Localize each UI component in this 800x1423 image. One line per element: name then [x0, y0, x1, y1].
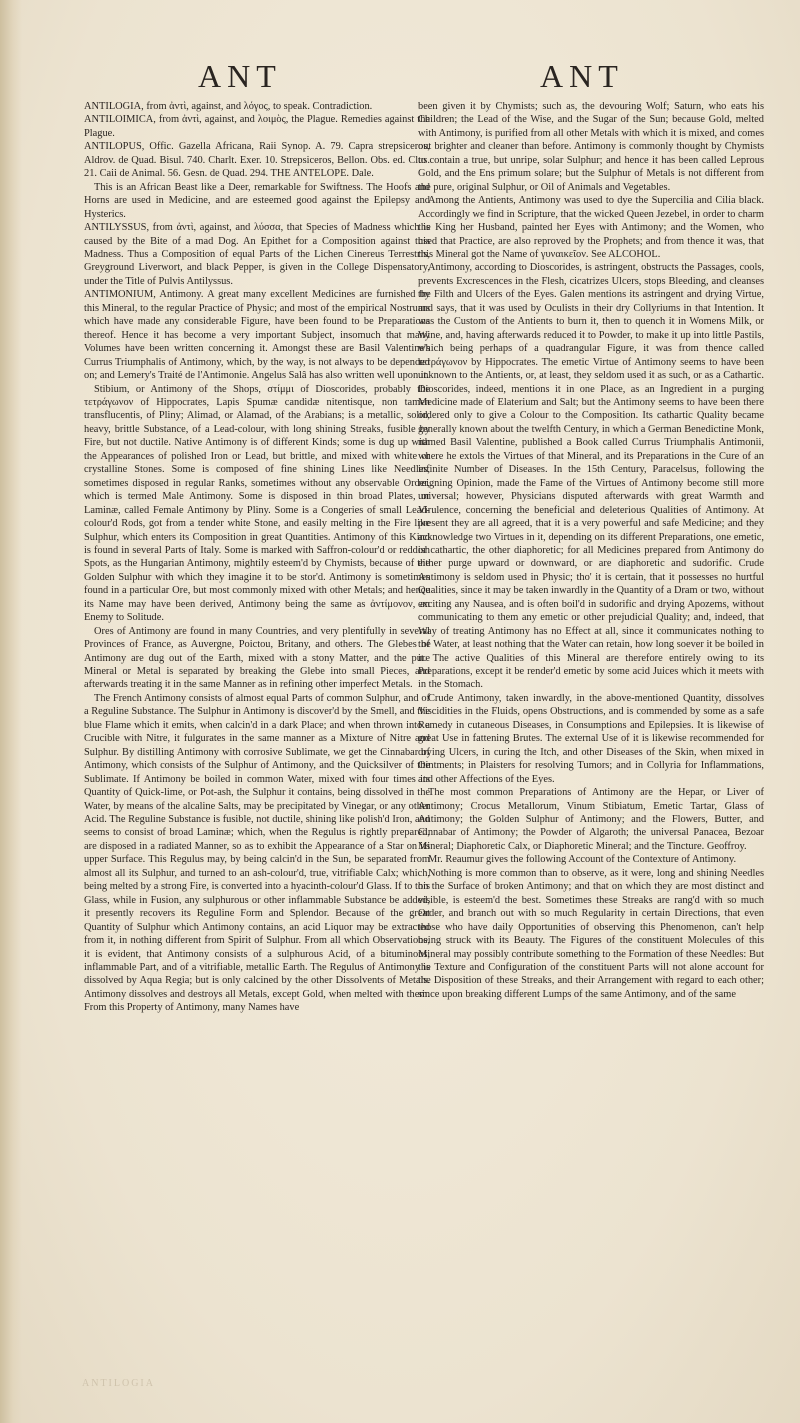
entry-antimonium: ANTIMONIUM, Antimony. A great many excellent Medicines are furnished by this Mineral, to the regular Practice of Physic; and most of the empirical Nostrums which have made any considerable Figure, have been found to be Preparations thereof. Hence it has become a very important Subject, insomuch that many Volumes have been written concerning it. Amongst these are Basil Valentine's Currus Triumphalis of Antimony, which, by the way, is not always to be depended on; and Lemery's Traité de l'Antimonie. Angelus Salâ has also written well upon it.	[84, 289, 430, 382]
paragraph: Stibium, or Antimony of the Shops, στίμμι of Dioscorides, probably the τετράγωνον of Hippocrates, Lapis Spumæ candidæ nitentisque, non tamen transflucentis, of Pliny; Alimad, or Alamad, of the Arabians; is a metallic, solid, heavy, brittle Substance, of a Lead-colour, with long shining Streaks, fusible by Fire, but not ductile. Native Antimony is of different Kinds; some is dug up with the Appearances of polished Iron or Lead, but brittle, and mixed with white or crystalline Stones. Some is composed of fine shining Lines like Needles, sometimes disposed in regular Ranks, sometimes without any observable Order, which is termed Male Antimony. Some is disposed in thin broad Plates, or Laminæ, called Female Antimony by Pliny. Some is a Congeries of small Lead-colour'd Rods, got from a tender white Stone, and easily melting in the Fire like Sulphur, which enters its Composition in great Quantities. Antimony of this Kind is found in several Parts of Italy. Some is marked with Saffron-colour'd or reddish Spots, as the Hungarian Antimony, mightily esteem'd by Chymists, because of the Golden Sulphur with which they imagine it to be stor'd. Antimony is sometimes found in a particular Ore, but most commonly mixed with other Metals; and hence its Name may have been derived, Antimony being the same as ἀντίμονον, an Enemy to Solitude.	[84, 383, 430, 624]
paragraph: Mr. Reaumur gives the following Account of the Contexture of Antimony.	[428, 854, 737, 866]
entry-antilopus: ANTILOPUS, Offic. Gazella Africana, Raii Synop. A. 79. Capra strepsiceros, Aldrov. de Quad. Bisul. 740. Charlt. Exer. 10. Strepsiceros, Bellon. Obs. ed. Clus. 21. Caii de Animal. 56. Gesn. de Quad. 294. THE ANTELOPE. Dale.	[84, 141, 430, 180]
paragraph: This is an African Beast like a Deer, remarkable for Swiftness. The Hoofs and Horns are used in Medicine, and are esteemed good against the Epilepsy and Hysterics.	[84, 181, 430, 220]
running-head-right: ANT	[540, 58, 624, 94]
paragraph: The French Antimony consists of almost equal Parts of common Sulphur, and of a Reguline Substance. The Sulphur in Antimony is discover'd by the Smell, and the blue Flame which it emits, when calcin'd in a dark Place; and when thrown into a Crucible with Nitre, it fulgurates in the same manner as a Mixture of Nitre and Sulphur. By distilling Antimony with corrosive Sublimate, we get the Cinnabar of Antimony, which consists of the Sulphur of Antimony, and the Quicksilver of the Sublimate. If Antimony be boiled in common Water, mixed with four times its Quantity of Quick-lime, or Pot-ash, the Sulphur it contains, being dissolved in the Water, by means of the alcaline Salts, may be precipitated by Vinegar, or any other Acid. The Reguline Substance is fusible, not ductile, shining like polish'd Iron, and seems to consist of broad Laminæ; which, when the Regulus is rightly prepared, are disposed in a radiated Manner, so as to exhibit the Appearance of a Star on its upper Surface. This Regulus may, by being calcin'd in the Sun, be separated from almost all its Sulphur, and turned to an ash-colour'd, true, vitrifiable Calx; which, being melted by a strong Fire, is converted into a hyacinth-colour'd Glass. If to this Glass, while in Fusion, any sulphurous or other inflammable Substance be added, it presently recovers its Reguline Form and Splendor. Because of the great Quantity of Sulphur which Antimony contains, an acid Liquor may be extracted from it, in nothing different from Spirit of Sulphur. From all which Observations, it is evident, that Antimony consists of a sulphurous Acid, of a bituminous, inflammable Part, and of a vitrifiable, metallic Earth. The Regulus of Antimony is dissolved by Aqua Regia; but is only calcined by the other Dissolvents of Metals. Antimony dissolves and destroys all Metals, except Gold, when melted with them. From this Property of Antimony, many Names have	[84, 692, 430, 1014]
paragraph: Antimony, according to Dioscorides, is astringent, obstructs the Passages, cools, prevents Excrescences in the Flesh, cicatrizes Ulcers, stops Bleeding, and cleanses the Filth and Ulcers of the Eyes. Galen mentions its astringent and drying Virtue, and says, that it was used by Oculists in their dry Collyriums in that Intention. It was the Custom of the Antients to burn it, then to quench it in Womens Milk, or Wine, and, having afterwards reduced it to Powder, to make it up into little Pastils, which being perhaps of a quadrangular Figure, it was from thence called τετράγωνον by Hippocrates. The emetic Virtue of Antimony seems to have been unknown to the Antients, or, at least, they seldom used it as such, or as a Cathartic. Dioscorides, indeed, mentions it in one Place, as an Ingredient in a purging Medicine made of Elaterium and Salt; but the Antimony seems to have been there ordered only to give a Colour to the Composition. Its cathartic Quality became generally known about the twelfth Century, in which a German Benedictine Monk, named Basil Valentine, published a Book called Currus Triumphalis Antimonii, where he extols the Virtues of that Mineral, and its Preparations in the Cure of an infinite Number of Diseases. In the 15th Century, Paracelsus, following the reigning Opinion, made the Fame of the Virtues of Antimony become still more universal; however, Physicians disputed afterwards with great Warmth and Virulence, concerning the beneficial and deleterious Qualities of Antimony. At present they are all agreed, that it is a very powerful and safe Medicine; and they acknowledge two Virtues in it, depending on its different Preparations, one emetic, or cathartic, the other diaphoretic; for all Medicines prepared from Antimony do either purge upward or downward, or are diaphoretic and sudorific. Crude Antimony is seldom used in Physic; tho' it is certain, that it possesses no hurtful Qualities, since it may be taken inwardly in the Quantity of a Dram or two, without exciting any Nausea, and is often boil'd in sudorific and drying Apozems, without communicating to them any emetic or other prejudicial Quality; and, indeed, that Way of treating Antimony has no Effect at all, since it communicates nothing to the Water, at least nothing that the Water can retain, how long soever it be boiled in it. The active Qualities of this Mineral are therefore entirely owing to its Preparations, except it be render'd emetic by some acid Juices which it meets with in the Stomach.	[418, 262, 764, 691]
show-through-text: ANTILOGIA	[82, 1378, 155, 1389]
paragraph: Ores of Antimony are found in many Countries, and very plentifully in several Provinces of France, as Auvergne, Poictou, Britany, and others. The Glebes of Antimony are dug out of the Earth, mixed with a stony Matter, and the pure Mineral or Metal is separated by breaking the Glebe into small Pieces, and afterwards treating it in the same Manner as in refining other imperfect Metals.	[84, 625, 430, 691]
page-gutter-shadow	[0, 0, 22, 1423]
paragraph: Nothing is more common than to observe, as it were, long and shining Needles on the Surface of broken Antimony; and that on which they are most distinct and visible, is esteem'd the best. Sometimes these Streaks are rang'd with so much Order, and branch out with so much Regularity in certain Directions, that even those who have daily Opportunities of observing this Phenomenon, can't help being struck with its Beauty. The Figures of the constituent Molecules of this Mineral may possibly contribute something to the Formation of these Needles: But the Texture and Configuration of the constituent Parts will not alone account for the Disposition of these Streaks, and their Arrangement with regard to each other; since upon breaking different Lumps of the same Antimony, and of the same	[418, 867, 764, 1000]
paragraph: Among the Antients, Antimony was used to dye the Supercilia and Cilia black. Accordingly we find in Scripture, that the wicked Queen Jezebel, in order to charm the King her Husband, painted her Eyes with Antimony; and the Women, who used that Practice, are also reproved by the Prophets; and from thence it was, that this Mineral got the Name of γυναικεῖον. See ALCOHOL.	[418, 195, 764, 260]
paragraph: The most common Preparations of Antimony are the Hepar, or Liver of Antimony; Crocus Metallorum, Vinum Stibiatum, Emetic Tartar, Glass of Antimony; the Golden Sulphur of Antimony; and the Flowers, Butter, and Cinnabar of Antimony; the Powder of Algaroth; the universal Panacea, Bezoar Mineral; Diaphoretic Calx, or Diaphoretic Mineral; and the Tincture. Geoffroy.	[418, 787, 764, 852]
running-head	[0, 58, 800, 98]
entry-antilogia: ANTILOGIA, from ἀντὶ, against, and λόγος, to speak. Contradiction.	[84, 101, 373, 112]
running-head-left: ANT	[198, 58, 282, 94]
right-column	[418, 100, 764, 1001]
entry-antilyssus: ANTILYSSUS, from ἀντὶ, against, and λύσσα, that Species of Madness which is caused by the Bite of a mad Dog. An Epithet for a Composition against this Madness. Thus a Composition of equal Parts of the Lichen Cinereus Terrestris, Greyground Liverwort, and black Pepper, is given in the College Dispensatory, under the Title of Pulvis Antilyssus.	[84, 222, 430, 287]
paragraph: Crude Antimony, taken inwardly, in the above-mentioned Quantity, dissolves Viscidities in the Fluids, opens Obstructions, and is commended by some as a safe Remedy in cutaneous Diseases, in Consumptions and Epilepsies. It is likewise of great Use in fattening Brutes. The external Use of it is likewise recommended for drying Ulcers, in curing the Itch, and other Diseases of the Skin, when mixed in Ointments; in Plaisters for resolving Tumors; and in Collyria for Inflammations, and other Affections of the Eyes.	[418, 692, 764, 785]
left-column	[84, 100, 430, 1015]
paragraph: been given it by Chymists; such as, the devouring Wolf; Saturn, who eats his Children; the Lead of the Wise, and the Sugar of the Sun; because Gold, melted with Antimony, is purified from all other Metals with which it is mixed, and comes out brighter and cleaner than before. Antimony is commonly thought by Chymists to contain a true, but unripe, solar Sulphur; and hence it has been called Leprous Gold, and the Ens primum solare; but the Sulphur of Metals is not different from the pure, original Sulphur, or Oil of Animals and Vegetables.	[418, 101, 764, 193]
entry-antiloimica: ANTILOIMICA, from ἀντὶ, against, and λοιμὸς, the Plague. Remedies against the Plague.	[84, 114, 430, 139]
